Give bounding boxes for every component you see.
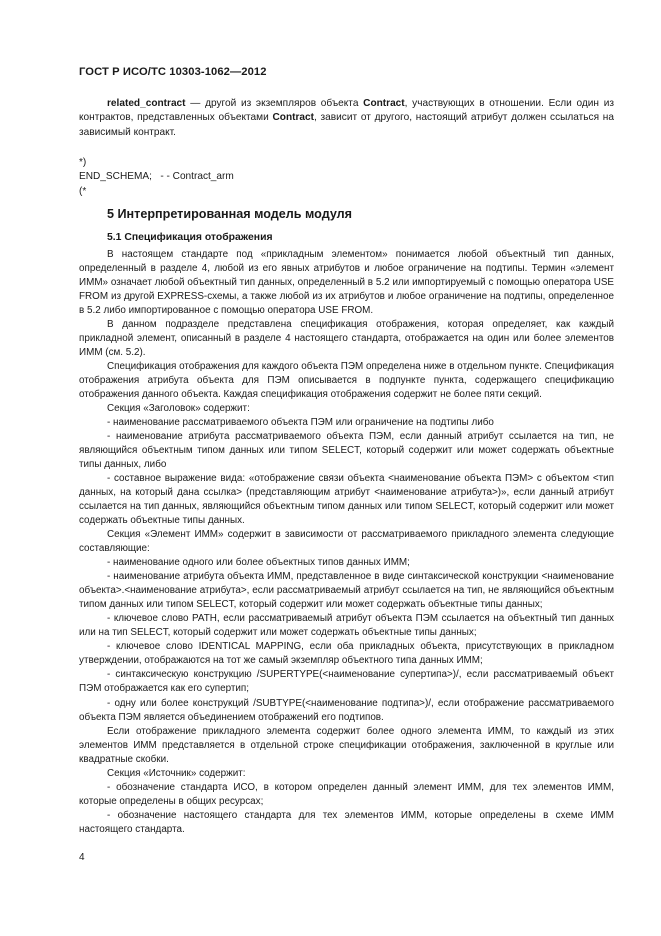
list-item: - наименование рассматриваемого объекта ПЭМ или ограничение на подтипы либо	[107, 417, 494, 429]
code-line: (*	[79, 185, 87, 197]
paragraph: Секция «Элемент ИММ» содержит в зависимости от рассматриваемого прикладного элемента следующие составляющие:	[79, 529, 614, 555]
subsection-heading: 5.1 Спецификация отображения	[107, 232, 273, 243]
list-item: - обозначение стандарта ИСО, в котором определен данный элемент ИММ, для тех элементов ИММ, которые определены в общих ресурсах;	[79, 781, 614, 807]
express-code-block	[79, 156, 234, 199]
entity-name: Contract	[363, 98, 405, 109]
definition-text: — другой из экземпляров объекта	[185, 98, 364, 109]
list-item: - наименование атрибута рассматриваемого объекта ПЭМ, если данный атрибут ссылается на тип, не являющийся объектным типом данных или типом SELECT, который содержит или может содержать объектные типы данных, либо	[79, 431, 614, 471]
paragraph: В настоящем стандарте под «прикладным элементом» понимается любой объектный тип данных, определенный в разделе 4, любой из его явных атрибутов и любое ограничение на подтипы. Термин «элемент ИММ» означает любой объектный тип данных, определенный в 5.2 или импортируемый с помощью оператора USE FROM из другой EXPRESS-схемы, а также любой из их атрибутов и любое ограничение на подтипы, определенное в 5.2 либо импортированное с помощью оператора USE FROM.	[79, 249, 614, 317]
paragraph: Секция «Источник» содержит:	[107, 767, 246, 779]
list-item: - наименование атрибута объекта ИММ, представленное в виде синтаксической конструкции <наименование объекта>.<наименование атрибута>, если рассматриваемый атрибут ссылается на тип, не являющийся объектным типом данных или типом SELECT, который содержит или может содержать объектные типы данных;	[79, 571, 614, 611]
page-number: 4	[79, 852, 85, 863]
entity-name: Contract	[272, 112, 314, 124]
intro-paragraph	[79, 97, 614, 140]
running-header: ГОСТ Р ИСО/ТС 10303-1062—2012	[79, 66, 267, 78]
paragraph: Если отображение прикладного элемента содержит более одного элемента ИММ, то каждый из этих элементов ИММ представляется в отдельной строке спецификации отображения, заключенной в круглые или квадратные скобки.	[79, 725, 614, 765]
code-line: END_SCHEMA; - - Contract_arm	[79, 171, 234, 183]
related-contract-definition	[79, 97, 614, 140]
attribute-name: related_contract	[107, 98, 186, 109]
section-heading: 5 Интерпретированная модель модуля	[107, 207, 353, 221]
list-item: - обозначение настоящего стандарта для тех элементов ИММ, которые определены в схеме ИММ настоящего стандарта.	[79, 809, 614, 835]
definition-text: , зависит от другого, настоящий атрибут должен ссылаться на зависимый контракт.	[79, 112, 614, 138]
code-line: *)	[79, 157, 87, 168]
section-body	[79, 248, 614, 837]
list-item: - одну или более конструкций /SUBTYPE(<наименование подтипа>)/, если отображение рассматриваемого объекта ПЭМ является объединением отображений его подтипов.	[79, 697, 614, 723]
paragraph: Секция «Заголовок» содержит:	[107, 403, 250, 415]
list-item: - ключевое слово PATH, если рассматриваемый атрибут объекта ПЭМ ссылается на объектный тип данных или на тип SELECT, который содержит или может содержать объектные типы данных;	[79, 613, 614, 639]
paragraph: В данном подразделе представлена спецификация отображения, которая определяет, как каждый прикладной элемент, описанный в разделе 4 настоящего стандарта, отображается на один или более элементов ИММ (см. 5.2).	[79, 319, 614, 359]
list-item: - составное выражение вида: «отображение связи объекта <наименование объекта ПЭМ> с объектом <тип данных, на который дана ссылка> (представляющим атрибут <наименование атрибута>)», если данный атрибут ссылается на тип данных, являющийся объектным типом данных или типом SELECT, который содержит или может содержать объектные типы данных.	[79, 473, 614, 527]
paragraph: Спецификация отображения для каждого объекта ПЭМ определена ниже в отдельном пункте. Спецификация отображения атрибута объекта для ПЭМ описывается в подпункте пункта, содержащего спецификацию отображения данного объекта. Каждая спецификация отображения содержит не более пяти секций.	[79, 361, 614, 401]
list-item: - наименование одного или более объектных типов данных ИММ;	[107, 557, 410, 569]
list-item: - синтаксическую конструкцию /SUPERTYPE(<наименование супертипа>)/, если рассматриваемый объект ПЭМ отображается как его супертип;	[79, 669, 614, 695]
definition-text: , участвующих в отношении. Если один из контрактов, представленных объектами	[79, 98, 614, 124]
list-item: - ключевое слово IDENTICAL MAPPING, если оба прикладных объекта, присутствующих в прикладном утверждении, отображаются на тот же самый экземпляр объектного типа данных ИММ;	[79, 641, 614, 667]
